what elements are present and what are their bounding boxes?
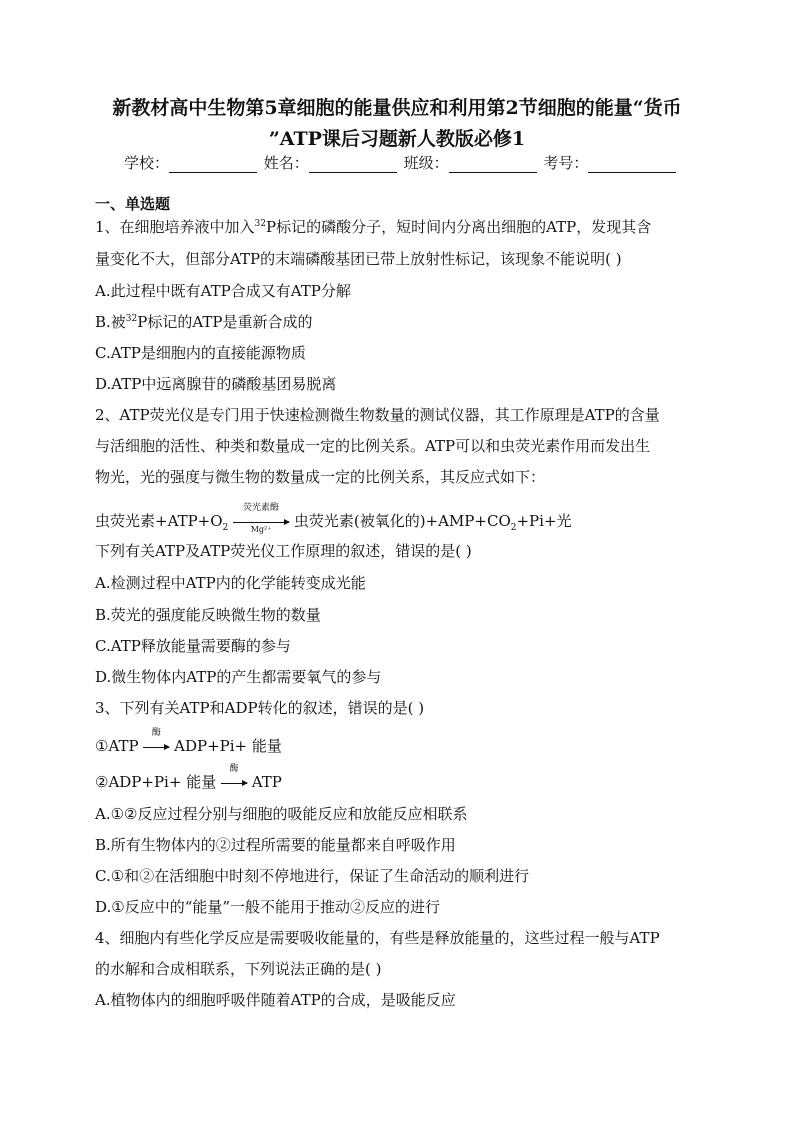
student-info-row [124,152,678,173]
q2-arrow-enzyme-label: 荧光素酶 [243,503,280,513]
q2-arrow-shaft [233,522,289,523]
q3-reaction-1-arrow [143,728,169,755]
class-blank[interactable] [449,158,537,173]
q2-equation-left: 虫荧光素+ATP+O [95,512,223,530]
q2-equation-right: 虫荧光素(被氧化的)+AMP+CO [293,512,511,530]
q2-stem-line-1: 2、ATP荧光仪是专门用于快速检测微生物数量的测试仪器，其工作原理是ATP的含量 [95,406,660,424]
q2-equation-left-subscript: 2 [222,523,229,533]
q2-question: 下列有关ATP及ATP荧光仪工作原理的叙述，错误的是( ) [95,542,472,560]
q1-option-a: A.此过程中既有ATP合成又有ATP分解 [95,282,351,300]
q3-option-c: C.①和②在活细胞中时刻不停地进行，保证了生命活动的顺利进行 [95,867,530,885]
q2-option-c: C.ATP释放能量需要酶的参与 [95,637,291,655]
q2-equation-right-subscript: 2 [510,523,517,533]
q1-option-b-text: B.被 [95,313,126,331]
q1-option-b-text-cont: P标记的ATP是重新合成的 [137,313,313,331]
q1-text: 1、在细胞培养液中加入 [95,218,255,236]
q2-reaction-arrow [233,503,289,534]
q4-stem-line-1: 4、细胞内有些化学反应是需要吸收能量的，有些是释放能量的，这些过程一般与ATP [95,929,660,947]
q3-option-d: D.①反应中的“能量”一般不能用于推动②反应的进行 [95,898,441,916]
q3-reaction-2 [95,764,282,792]
section-heading: 一、单选题 [95,195,171,213]
school-blank[interactable] [169,158,257,173]
q4-option-a: A.植物体内的细胞呼吸伴随着ATP的合成，是吸能反应 [95,991,456,1009]
q3-reaction-2-enzyme: 酶 [229,764,239,774]
document-title-line-2: ”ATP课后习题新人教版必修1 [268,128,526,150]
q2-option-d: D.微生物体内ATP的产生都需要氧气的参与 [95,668,382,686]
name-blank[interactable] [309,158,397,173]
document-title-line-1: 新教材高中生物第5章细胞的能量供应和利用第2节细胞的能量“货币 [112,97,682,119]
q3-reaction-1 [95,728,282,756]
q1-option-d: D.ATP中远离腺苷的磷酸基团易脱离 [95,375,337,393]
q3-stem: 3、下列有关ATP和ADP转化的叙述，错误的是( ) [95,699,425,717]
q1-stem-line-2: 量变化不大，但部分ATP的末端磷酸基团已带上放射性标记，该现象不能说明( ) [95,250,622,268]
name-label: 姓名： [263,154,309,172]
q3-option-b: B.所有生物体内的②过程所需要的能量都来自呼吸作用 [95,836,456,854]
q2-stem-line-3: 物光，光的强度与微生物的数量成一定的比例关系，其反应式如下： [95,468,546,486]
class-label: 班级： [403,154,449,172]
q1-option-b-superscript: 32 [125,314,138,324]
q1-text-cont: P标记的磷酸分子，短时间内分离出细胞的ATP，发现其含 [266,218,652,236]
q3-reaction-2-arrow [221,764,247,791]
q3-reaction-1-enzyme: 酶 [151,728,161,738]
number-blank[interactable] [588,158,676,173]
q1-option-c: C.ATP是细胞内的直接能源物质 [95,344,306,362]
school-label: 学校： [124,154,170,172]
q3-reaction-2-right: ATP [251,773,282,791]
q3-reaction-1-right: ADP+Pi+ 能量 [174,737,282,755]
number-label: 考号： [543,154,589,172]
q3-reaction-1-shaft [143,747,169,748]
q1-stem-line-1 [95,216,651,237]
q2-arrow-cofactor-label: Mg²⁺ [250,525,272,534]
q2-option-a: A.检测过程中ATP内的化学能转变成光能 [95,574,366,592]
q3-reaction-2-left: ②ADP+Pi+ 能量 [95,773,217,791]
q1-option-b [95,311,312,332]
q2-reaction-equation [95,503,572,534]
q2-option-b: B.荧光的强度能反映微生物的数量 [95,606,321,624]
q2-equation-right-cont: +Pi+光 [516,512,572,530]
q3-option-a: A.①②反应过程分别与细胞的吸能反应和放能反应相联系 [95,805,468,823]
q2-stem-line-2: 与活细胞的活性、种类和数量成一定的比例关系。ATP可以和虫荧光素作用而发出生 [95,437,651,455]
q4-stem-line-2: 的水解和合成相联系，下列说法正确的是( ) [95,960,382,978]
q3-reaction-1-left: ①ATP [95,737,139,755]
q1-superscript: 32 [254,219,266,229]
q3-reaction-2-shaft [221,783,247,784]
